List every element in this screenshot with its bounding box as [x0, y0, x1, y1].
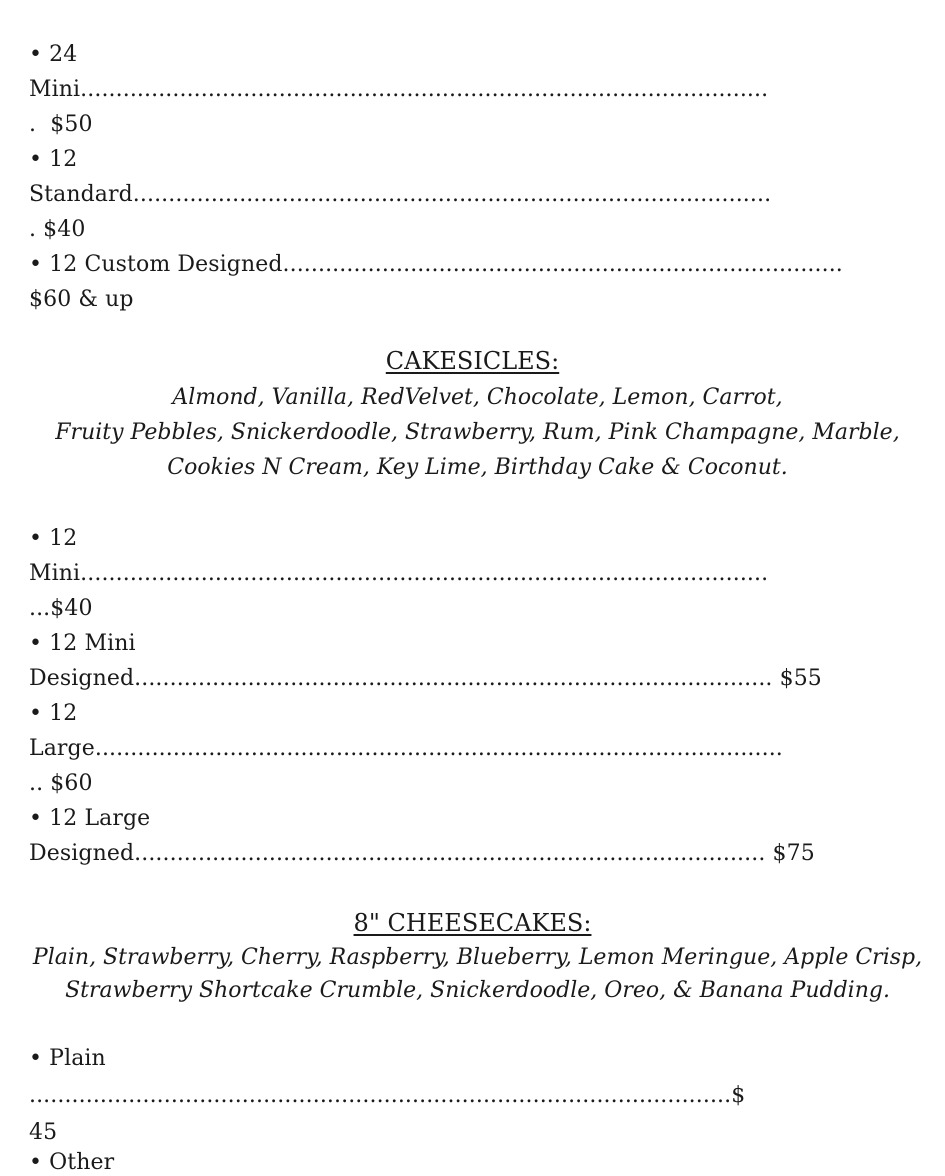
price-line: $60 & up	[29, 287, 134, 312]
price-line: Designed.......................................................................................... $55	[29, 666, 822, 691]
flavor-line: Almond, Vanilla, RedVelvet, Chocolate, Lemon, Carrot,	[172, 385, 783, 410]
price-line: Large.................................................................................................	[29, 736, 783, 761]
price-line: ...................................................................................................$	[29, 1083, 746, 1108]
section-title-cheesecakes: 8" CHEESECAKES:	[353, 909, 592, 937]
price-line: ...$40	[29, 596, 93, 621]
flavor-line: Strawberry Shortcake Crumble, Snickerdoodle, Oreo, & Banana Pudding.	[65, 978, 890, 1003]
flavor-line: Plain, Strawberry, Cherry, Raspberry, Blueberry, Lemon Meringue, Apple Crisp,	[32, 945, 923, 970]
price-line: • Plain	[29, 1046, 106, 1071]
price-line: 45	[29, 1120, 58, 1145]
price-line: • 24	[29, 42, 78, 67]
flavor-line: Fruity Pebbles, Snickerdoodle, Strawberry, Rum, Pink Champagne, Marble,	[55, 420, 900, 445]
price-line: Standard..........................................................................................	[29, 182, 772, 207]
price-line: • 12	[29, 526, 78, 551]
price-line: Designed......................................................................................... $75	[29, 841, 815, 866]
price-line: • Other	[29, 1150, 115, 1175]
price-line: • 12	[29, 147, 78, 172]
price-line: .. $60	[29, 771, 93, 796]
price-line: . $50	[29, 112, 93, 137]
price-line: • 12	[29, 701, 78, 726]
price-line: • 12 Mini	[29, 631, 136, 656]
section-title-cakesicles: CAKESICLES:	[385, 347, 560, 375]
price-line: • 12 Custom Designed...............................................................................	[29, 252, 843, 277]
price-line: • 12 Large	[29, 806, 151, 831]
price-line: Mini.................................................................................................	[29, 77, 769, 102]
price-line: Mini.................................................................................................	[29, 561, 769, 586]
price-line: . $40	[29, 217, 86, 242]
flavor-line: Cookies N Cream, Key Lime, Birthday Cake & Coconut.	[167, 455, 788, 480]
